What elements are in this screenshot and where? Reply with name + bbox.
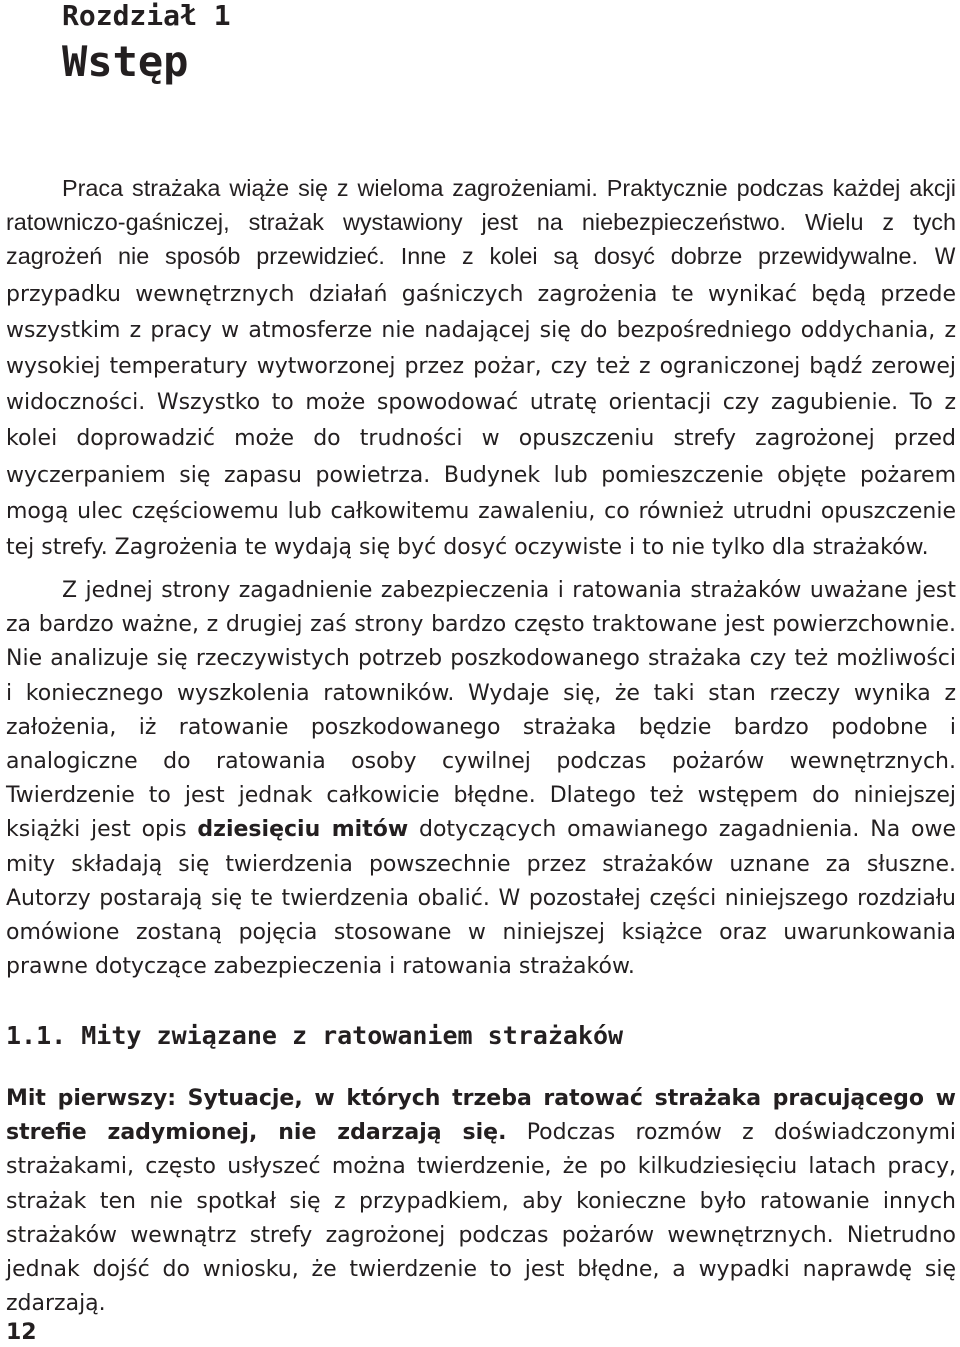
- second-paragraph-text-a: Z jednej strony zagadnienie zabezpieczenia i ratowania strażaków uważane jest za bardzo ważne, z drugiej zaś strony bardzo często traktowane jest powierzchownie. Nie analizuje się rzeczywistych potrzeb poszkodowanego strażaka czy też możliwości i koniecznego wyszkolenia ratowników. Wydaje się, że taki stan rzeczy wynika z założenia, iż ratowanie poszkodowanego strażaka będzie bardzo podobne i analogiczne do ratowania osoby cywilnej podczas pożarów wewnętrznych. Twierdzenie to jest jednak całkowicie błędne. Dlatego też wstępem do niniejszej książki jest opis: [6, 578, 956, 843]
- ten-myths-emphasis: dziesięciu mitów: [197, 817, 409, 843]
- intro-paragraph-opening: Praca strażaka wiąże się z wieloma zagrożeniami. Praktycznie podczas każdej akcji ratowniczo-gaśniczej, strażak wystawiony jest na niebezpieczeństwo. Wielu z tych zagrożeń nie sposób przewidzieć. Inne z kolei są dosyć dobrze przewidywalne.: [6, 175, 956, 270]
- section-heading: 1.1. Mity związane z ratowaniem strażaków: [6, 1021, 624, 1050]
- intro-paragraph: [6, 171, 956, 565]
- second-paragraph: [6, 574, 956, 984]
- second-paragraph-text-b: dotyczących omawianego zagadnienia. Na owe mity składają się twierdzenia powszechnie przez strażaków uznane za słuszne. Autorzy postarają się te twierdzenia obalić. W pozostałej części niniejszego rozdziału omówione zostaną pojęcia stosowane w niniejszej książce oraz uwarunkowania prawne dotyczące zabezpieczenia i ratowania strażaków.: [6, 817, 956, 980]
- chapter-label: Rozdział 1: [62, 0, 231, 32]
- myth-one-paragraph: [6, 1082, 956, 1321]
- myth-one-title: Mit pierwszy: Sytuacje, w których trzeba ratować strażaka pracującego w strefie zadymionej, nie zdarzają się.: [6, 1086, 956, 1146]
- myth-one-text: Podczas rozmów z doświadczonymi strażakami, często usłyszeć można twierdzenie, że po kilkudziesięciu latach pracy, strażak ten nie spotkał się z przypadkiem, aby konieczne było ratowanie innych strażaków wewnątrz strefy zagrożonej podczas pożarów wewnętrznych. Nietrudno jednak dojść do wniosku, że twierdzenie to jest błędne, a wypadki naprawdę się zdarzają.: [6, 1120, 957, 1317]
- chapter-title: Wstęp: [62, 37, 189, 86]
- intro-paragraph-rest: W przypadku wewnętrznych działań gaśniczych zagrożenia te wynikać będą przede wszystkim z pracy w atmosferze nie nadającej się do bezpośredniego oddychania, z wysokiej temperatury wytworzonej przez pożar, czy też z ograniczonej bądź zerowej widoczności. Wszystko to może spowodować utratę orientacji czy zagubienie. To z kolei doprowadzić może do trudności w opuszczeniu strefy zagrożonej przed wyczerpaniem się zapasu powietrza. Budynek lub pomieszczenie objęte pożarem mogą ulec częściowemu lub całkowitemu zawaleniu, co również utrudni opuszczenie tej strefy. Zagrożenia te wydają się być dosyć oczywiste i to nie tylko dla strażaków.: [6, 245, 957, 561]
- page-number: 12: [6, 1320, 37, 1345]
